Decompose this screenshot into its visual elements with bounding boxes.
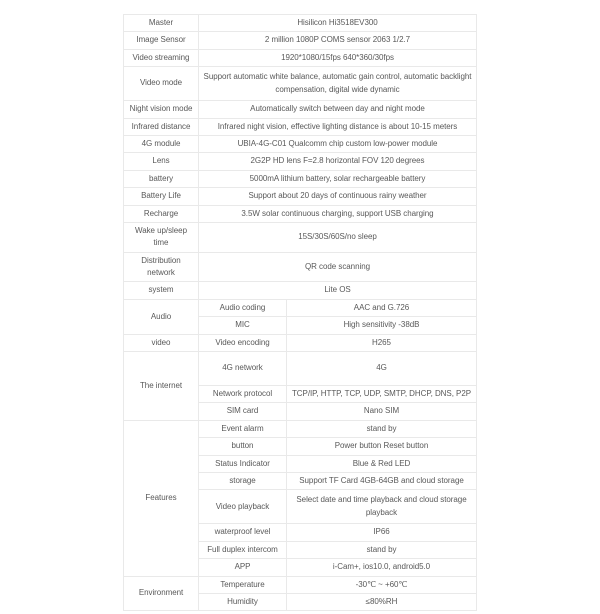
row-label-cell: Temperature xyxy=(199,576,287,593)
table-row xyxy=(124,576,477,593)
row-value-cell: Support about 20 days of continuous rainy weather xyxy=(199,188,477,205)
group-label-cell: Features xyxy=(124,420,199,576)
table-row xyxy=(124,252,477,282)
row-label-cell: battery xyxy=(124,170,199,187)
row-value-cell: Hisilicon Hi3518EV300 xyxy=(199,15,477,32)
row-value-cell: Support automatic white balance, automatic gain control, automatic backlight compensation, digital wide dynamic xyxy=(199,67,477,101)
spec-table xyxy=(123,14,477,611)
row-label-cell: Audio coding xyxy=(199,299,287,316)
table-row xyxy=(124,153,477,170)
table-row xyxy=(124,15,477,32)
table-row xyxy=(124,282,477,299)
row-value-cell: 5000mA lithium battery, solar rechargeable battery xyxy=(199,170,477,187)
row-value-cell: i-Cam+, ios10.0, android5.0 xyxy=(287,559,477,576)
row-value-cell: 4G xyxy=(287,352,477,386)
row-label-cell: storage xyxy=(199,472,287,489)
row-value-cell: AAC and G.726 xyxy=(287,299,477,316)
row-value-cell: QR code scanning xyxy=(199,252,477,282)
row-value-cell: Power button Reset button xyxy=(287,438,477,455)
table-row xyxy=(124,299,477,316)
table-row xyxy=(124,420,477,437)
row-label-cell: Video mode xyxy=(124,67,199,101)
row-label-cell: Battery Life xyxy=(124,188,199,205)
row-label-cell: Recharge xyxy=(124,205,199,222)
table-row xyxy=(124,205,477,222)
row-label-cell: button xyxy=(199,438,287,455)
table-row xyxy=(124,67,477,101)
row-value-cell: H265 xyxy=(287,334,477,351)
row-label-cell: 4G network xyxy=(199,352,287,386)
row-label-cell: Network protocol xyxy=(199,386,287,403)
row-value-cell: TCP/IP, HTTP, TCP, UDP, SMTP, DHCP, DNS, P2P xyxy=(287,386,477,403)
row-label-cell: Full duplex intercom xyxy=(199,541,287,558)
table-row xyxy=(124,118,477,135)
table-row xyxy=(124,188,477,205)
row-label-cell: Distribution network xyxy=(124,252,199,282)
group-label-cell: Environment xyxy=(124,576,199,611)
spec-table-body xyxy=(124,15,477,611)
table-row xyxy=(124,170,477,187)
table-row xyxy=(124,135,477,152)
row-value-cell: stand by xyxy=(287,541,477,558)
row-label-cell: Master xyxy=(124,15,199,32)
row-label-cell: Event alarm xyxy=(199,420,287,437)
row-value-cell: ≤80%RH xyxy=(287,593,477,610)
row-value-cell: IP66 xyxy=(287,524,477,541)
row-value-cell: 1920*1080/15fps 640*360/30fps xyxy=(199,49,477,66)
row-value-cell: Support TF Card 4GB-64GB and cloud storage xyxy=(287,472,477,489)
group-label-cell: The internet xyxy=(124,352,199,421)
table-row xyxy=(124,222,477,252)
row-label-cell: Wake up/sleep time xyxy=(124,222,199,252)
row-value-cell: 2G2P HD lens F=2.8 horizontal FOV 120 degrees xyxy=(199,153,477,170)
row-label-cell: Video streaming xyxy=(124,49,199,66)
row-value-cell: Automatically switch between day and night mode xyxy=(199,101,477,118)
row-label-cell: APP xyxy=(199,559,287,576)
table-row xyxy=(124,49,477,66)
row-value-cell: 2 million 1080P COMS sensor 2063 1/2.7 xyxy=(199,32,477,49)
row-value-cell: Lite OS xyxy=(199,282,477,299)
group-label-cell: Audio xyxy=(124,299,199,334)
row-value-cell: stand by xyxy=(287,420,477,437)
table-row xyxy=(124,32,477,49)
row-label-cell: Video playback xyxy=(199,490,287,524)
row-value-cell: Blue & Red LED xyxy=(287,455,477,472)
row-label-cell: Status Indicator xyxy=(199,455,287,472)
spec-sheet-page xyxy=(0,14,600,614)
table-row xyxy=(124,334,477,351)
table-row xyxy=(124,101,477,118)
row-label-cell: Video encoding xyxy=(199,334,287,351)
row-label-cell: Infrared distance xyxy=(124,118,199,135)
row-label-cell: SIM card xyxy=(199,403,287,420)
table-row xyxy=(124,352,477,386)
row-value-cell: UBIA-4G-C01 Qualcomm chip custom low-power module xyxy=(199,135,477,152)
row-label-cell: Night vision mode xyxy=(124,101,199,118)
row-value-cell: Nano SIM xyxy=(287,403,477,420)
row-value-cell: Infrared night vision, effective lighting distance is about 10-15 meters xyxy=(199,118,477,135)
row-value-cell: High sensitivity -38dB xyxy=(287,317,477,334)
row-label-cell: 4G module xyxy=(124,135,199,152)
row-value-cell: 3.5W solar continuous charging, support USB charging xyxy=(199,205,477,222)
row-label-cell: Humidity xyxy=(199,593,287,610)
row-label-cell: Lens xyxy=(124,153,199,170)
row-label-cell: system xyxy=(124,282,199,299)
row-label-cell: waterproof level xyxy=(199,524,287,541)
row-value-cell: 15S/30S/60S/no sleep xyxy=(199,222,477,252)
row-label-cell: Image Sensor xyxy=(124,32,199,49)
row-value-cell: Select date and time playback and cloud storage playback xyxy=(287,490,477,524)
row-value-cell: -30℃ ~ +60℃ xyxy=(287,576,477,593)
group-label-cell: video xyxy=(124,334,199,351)
row-label-cell: MIC xyxy=(199,317,287,334)
